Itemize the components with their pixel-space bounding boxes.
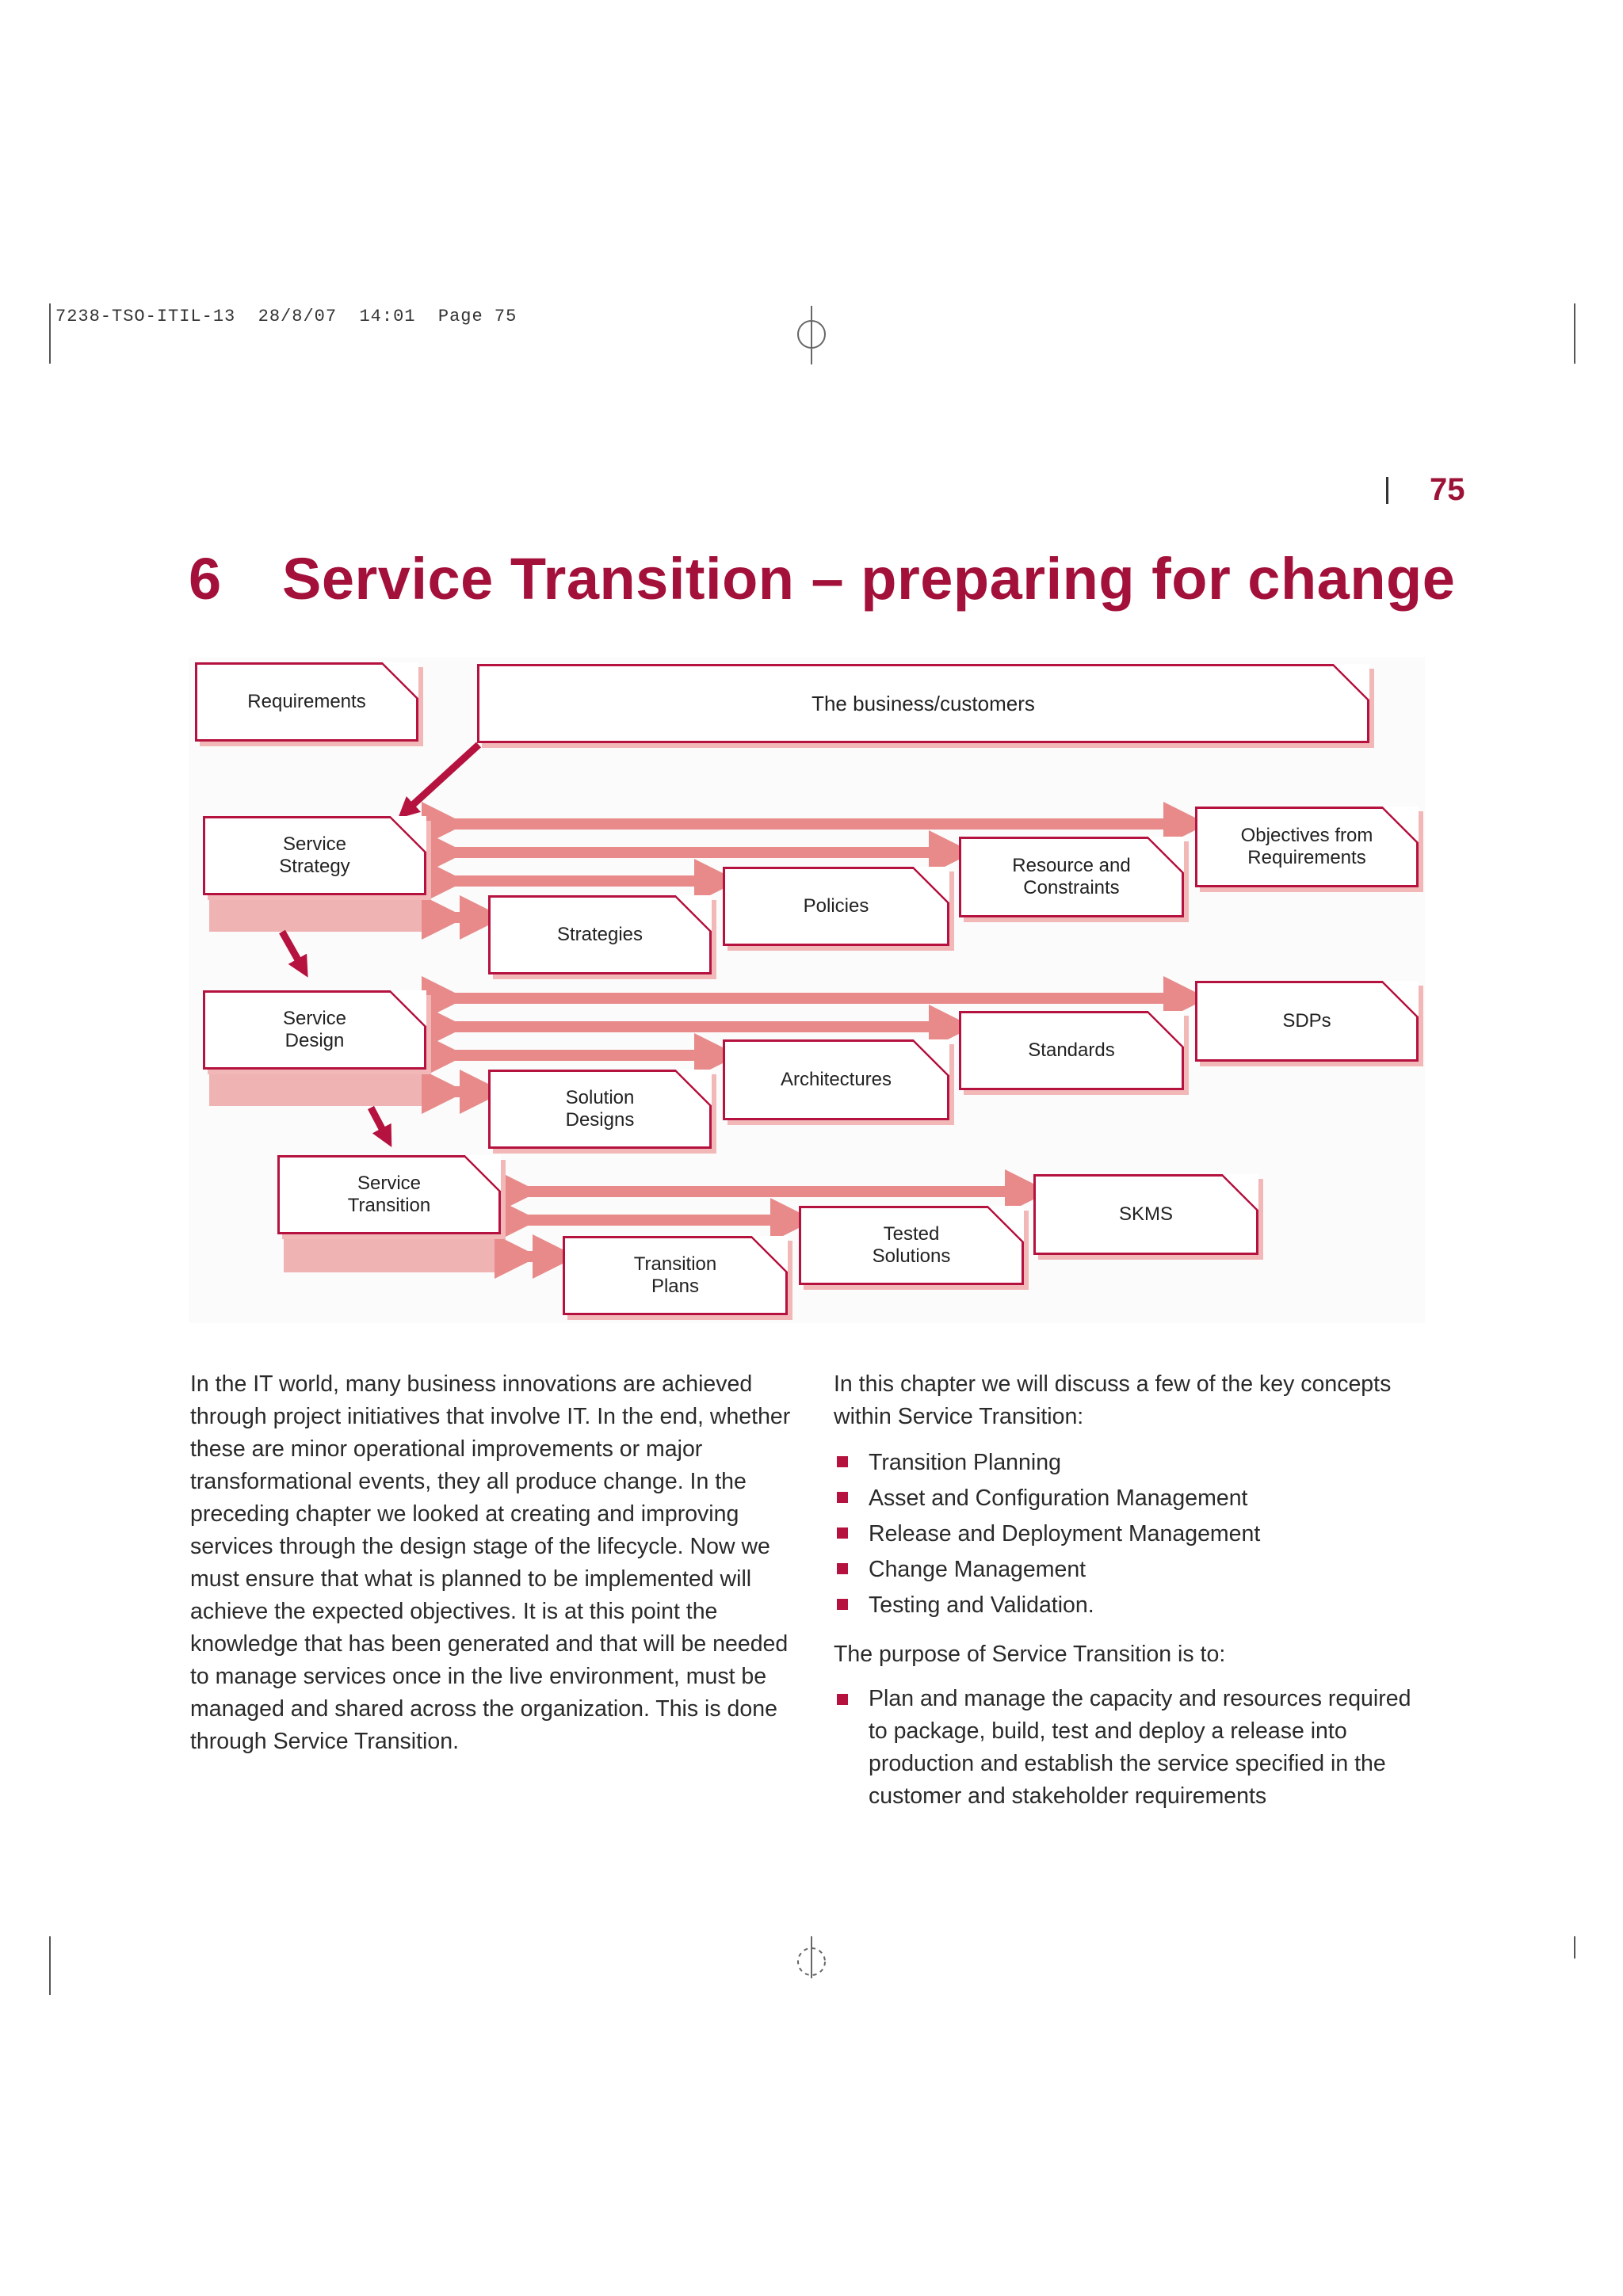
service-strategy-box	[203, 816, 426, 895]
solution-designs-label: Solution Designs	[565, 1087, 635, 1131]
standards-label: Standards	[1028, 1039, 1115, 1061]
purpose-list	[834, 1683, 1420, 1813]
arrow-design-to-transition	[371, 1108, 387, 1138]
page-number: 75	[1430, 472, 1465, 507]
sdps-box	[1195, 981, 1419, 1062]
resource-constraints-box	[959, 837, 1184, 917]
list-item: Change Management	[834, 1552, 1420, 1588]
architectures-label: Architectures	[780, 1069, 892, 1090]
service-transition-box	[277, 1155, 501, 1234]
arrow-business-to-strategy	[406, 745, 479, 811]
list-item: Asset and Configuration Management	[834, 1481, 1420, 1516]
requirements-label: Requirements	[247, 691, 366, 712]
purpose-intro: The purpose of Service Transition is to:	[834, 1642, 1226, 1667]
concepts-intro: In this chapter we will discuss a few of the key concepts within Service Transition:	[834, 1371, 1392, 1429]
strategies-label: Strategies	[556, 924, 643, 945]
arrow-strategy-to-design	[282, 932, 303, 968]
list-item: Plan and manage the capacity and resources required to package, build, test and deploy a release into production and establish the service specified in the customer and stakeholder requirements	[834, 1683, 1420, 1813]
list-item: Release and Deployment Management	[834, 1516, 1420, 1552]
business-customers-box	[477, 664, 1369, 743]
policies-box	[723, 867, 949, 946]
chapter-number: 6	[189, 546, 222, 612]
service-strategy-label: Service Strategy	[279, 833, 350, 877]
objectives-label: Objectives from Requirements	[1240, 825, 1373, 868]
service-design-box	[203, 990, 426, 1070]
tested-solutions-box	[799, 1206, 1024, 1285]
chapter-title-text: Service Transition – preparing for change	[282, 546, 1456, 612]
service-design-label: Service Design	[282, 1008, 347, 1051]
requirements-box	[195, 662, 418, 742]
objectives-box	[1195, 807, 1419, 887]
solution-designs-box	[488, 1070, 712, 1149]
sdps-label: SDPs	[1282, 1010, 1331, 1032]
intro-paragraph: In the IT world, many business innovations are achieved through project initiatives that involve IT. In the end, whether these are minor operational improvements or major transformational events, they all produce change. In the preceding chapter we looked at creating and improving services through the design stage of the lifecycle. Now we must ensure that what is planned to be implemented will achieve the expected objectives. It is at this point the knowledge that has been generated and that will be needed to manage services once in the live environment, must be managed and shared across the organization. This is done through Service Transition.	[190, 1371, 791, 1754]
standards-box	[959, 1011, 1184, 1090]
transition-plans-box	[563, 1236, 788, 1315]
concepts-list	[834, 1445, 1420, 1623]
list-item: Transition Planning	[834, 1445, 1420, 1481]
skms-box	[1033, 1174, 1258, 1255]
policies-label: Policies	[803, 895, 869, 917]
list-item: Testing and Validation.	[834, 1588, 1420, 1623]
architectures-box	[723, 1039, 949, 1120]
printer-slug: 7238-TSO-ITIL-13 28/8/07 14:01 Page 75	[55, 307, 517, 326]
tested-solutions-label: Tested Solutions	[872, 1223, 951, 1267]
business-customers-label: The business/customers	[812, 692, 1035, 715]
transition-plans-label: Transition Plans	[633, 1253, 717, 1297]
service-transition-label: Service Transition	[347, 1173, 431, 1216]
skms-label: SKMS	[1118, 1203, 1173, 1225]
strategies-box	[488, 895, 712, 974]
resource-constraints-label: Resource and Constraints	[1012, 855, 1131, 898]
